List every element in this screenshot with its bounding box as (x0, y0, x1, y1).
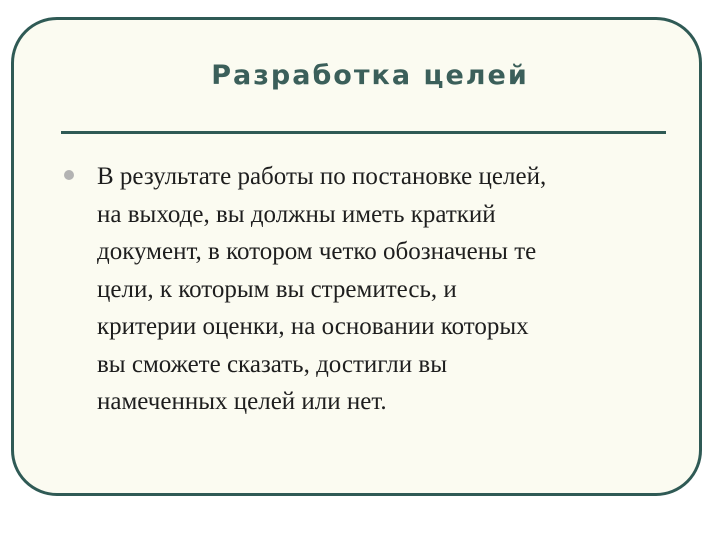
slide-title: Разработка целей (211, 60, 529, 91)
title-divider (61, 131, 666, 134)
bullet-text: В результате работы по постановке целей, на выходе, вы должны иметь краткий документ, в котором четко обозначены те цели, к которым вы стремитесь, и критерии оценки, на основании которых вы сможете сказать, достигли вы намеченных целей или нет. (97, 163, 547, 415)
bullet-icon (64, 170, 74, 180)
